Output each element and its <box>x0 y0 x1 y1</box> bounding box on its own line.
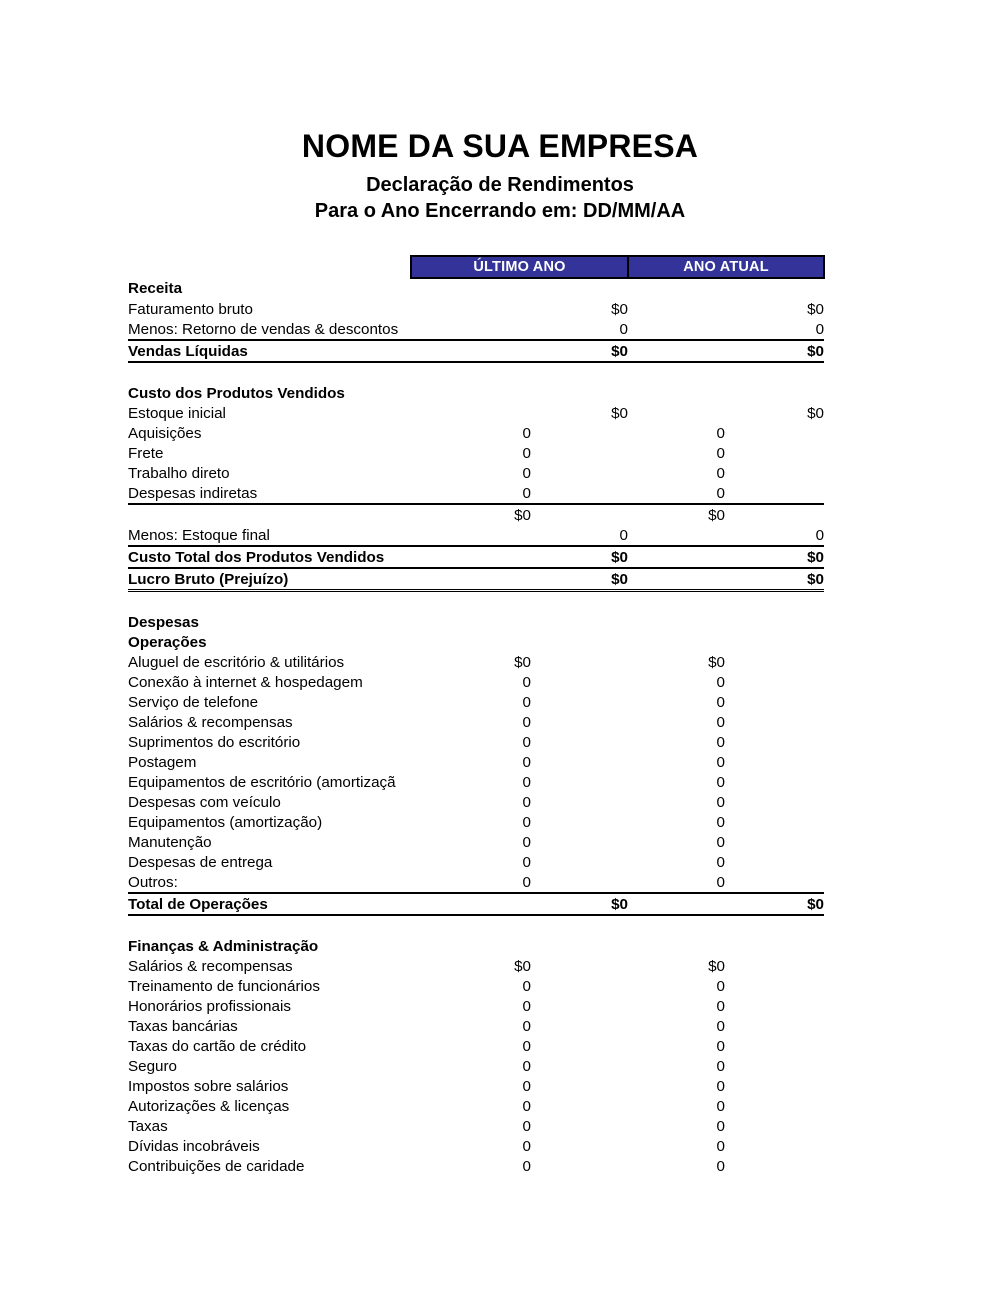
operations-heading: Operações <box>128 633 207 651</box>
total-value-last-year: $0 <box>531 340 628 362</box>
row-value-last-year: 0 <box>411 872 531 893</box>
row-value-last-year: 0 <box>522 673 531 691</box>
row-label: Manutenção <box>128 833 212 851</box>
subtotal-label <box>128 504 411 525</box>
table-row <box>128 319 824 340</box>
table-row <box>128 299 824 319</box>
row-value-last-year: $0 <box>514 653 531 671</box>
total-value-current-year: $0 <box>725 893 824 915</box>
row-label: Equipamentos de escritório (amortizaçã <box>128 773 396 791</box>
row-value-last-year: 0 <box>522 424 531 442</box>
table-row <box>128 732 824 752</box>
row-label: Frete <box>128 444 164 462</box>
table-row <box>128 832 824 852</box>
finance-admin-heading: Finanças & Administração <box>128 937 319 955</box>
row-value-current-year: 0 <box>716 753 725 771</box>
table-row <box>128 712 824 732</box>
table-row <box>128 463 824 483</box>
row-value-current-year: 0 <box>716 853 725 871</box>
row-value-last-year: $0 <box>611 404 628 422</box>
row-value-last-year: 0 <box>522 773 531 791</box>
row-label: Seguro <box>128 1057 177 1075</box>
row-value-current-year: 0 <box>716 1037 725 1055</box>
section-heading-expenses <box>128 612 824 632</box>
row-label: Serviço de telefone <box>128 693 259 711</box>
row-value-last-year: 0 <box>411 483 531 504</box>
total-label: Total de Operações <box>128 893 411 915</box>
row-value-last-year: 0 <box>522 1097 531 1115</box>
table-row <box>128 423 824 443</box>
document-header <box>0 0 1000 225</box>
row-label: Taxas bancárias <box>128 1017 238 1035</box>
expenses-heading: Despesas <box>128 613 199 631</box>
row-value-current-year: 0 <box>716 1117 725 1135</box>
row-value-last-year: $0 <box>611 300 628 318</box>
section-heading-cogs <box>128 383 824 403</box>
row-label: Suprimentos do escritório <box>128 733 301 751</box>
row-label: Dívidas incobráveis <box>128 1137 260 1155</box>
cogs-heading: Custo dos Produtos Vendidos <box>128 384 345 402</box>
statement-sheet <box>128 255 824 1176</box>
row-value-last-year: 0 <box>531 319 628 340</box>
table-row <box>128 652 824 672</box>
subtotal-value-last-year: $0 <box>514 506 531 524</box>
total-row-cogs <box>128 546 824 568</box>
row-label: Faturamento bruto <box>128 300 253 318</box>
row-label: Conexão à internet & hospedagem <box>128 673 363 691</box>
row-value-last-year: 0 <box>522 853 531 871</box>
column-header-row <box>128 256 824 278</box>
total-value-current-year: $0 <box>725 546 824 568</box>
total-value-current-year: $0 <box>725 340 824 362</box>
total-row-operations <box>128 893 824 915</box>
row-label: Honorários profissionais <box>128 997 291 1015</box>
row-label: Despesas de entrega <box>128 853 273 871</box>
table-row <box>128 1056 824 1076</box>
row-label: Taxas <box>128 1117 168 1135</box>
row-value-current-year: 0 <box>716 464 725 482</box>
table-row <box>128 1136 824 1156</box>
row-value-current-year: 0 <box>716 997 725 1015</box>
column-header-current-year: ANO ATUAL <box>628 256 824 278</box>
table-row <box>128 1096 824 1116</box>
subtotal-row-cogs-available <box>128 504 824 525</box>
row-label: Salários & recompensas <box>128 957 293 975</box>
row-value-last-year: 0 <box>522 693 531 711</box>
row-value-current-year: 0 <box>725 525 824 546</box>
table-row <box>128 672 824 692</box>
table-row <box>128 792 824 812</box>
table-row <box>128 812 824 832</box>
row-value-current-year: 0 <box>716 1157 725 1175</box>
row-label: Trabalho direto <box>128 464 230 482</box>
company-name-title: NOME DA SUA EMPRESA <box>301 128 699 164</box>
subtotal-value-current-year: $0 <box>708 506 725 524</box>
row-label: Menos: Retorno de vendas & descontos <box>128 319 411 340</box>
section-heading-revenue <box>128 278 824 299</box>
income-statement-table <box>128 255 825 1176</box>
row-label: Despesas indiretas <box>128 483 411 504</box>
row-value-last-year: 0 <box>522 753 531 771</box>
row-value-last-year: 0 <box>522 1117 531 1135</box>
table-row <box>128 483 824 504</box>
row-value-current-year: 0 <box>716 1017 725 1035</box>
row-value-last-year: 0 <box>522 1037 531 1055</box>
row-label: Postagem <box>128 753 197 771</box>
row-value-current-year: 0 <box>716 977 725 995</box>
row-value-current-year: 0 <box>716 1057 725 1075</box>
row-value-current-year: 0 <box>716 1077 725 1095</box>
total-row-gross-profit <box>128 568 824 591</box>
gross-profit-current-year: $0 <box>725 568 824 591</box>
row-value-current-year: $0 <box>708 653 725 671</box>
row-label: Impostos sobre salários <box>128 1077 289 1095</box>
row-value-last-year: 0 <box>522 1137 531 1155</box>
table-row <box>128 1016 824 1036</box>
row-value-current-year: 0 <box>716 673 725 691</box>
row-value-current-year: 0 <box>716 424 725 442</box>
row-value-last-year: 0 <box>522 813 531 831</box>
row-value-current-year: 0 <box>716 444 725 462</box>
row-label: Outros: <box>128 872 411 893</box>
subsection-heading-finance-admin <box>128 936 824 956</box>
row-value-last-year: 0 <box>522 1017 531 1035</box>
row-value-current-year: 0 <box>716 813 725 831</box>
row-value-current-year: 0 <box>628 872 725 893</box>
column-header-last-year: ÚLTIMO ANO <box>411 256 628 278</box>
gross-profit-last-year: $0 <box>531 568 628 591</box>
row-value-current-year: 0 <box>716 713 725 731</box>
table-row <box>128 1116 824 1136</box>
total-label: Vendas Líquidas <box>128 340 411 362</box>
row-value-current-year: $0 <box>708 957 725 975</box>
row-label: Menos: Estoque final <box>128 525 411 546</box>
total-label: Custo Total dos Produtos Vendidos <box>128 546 411 568</box>
document-subtitle: Declaração de Rendimentos <box>366 173 634 196</box>
row-label: Equipamentos (amortização) <box>128 813 323 831</box>
row-value-last-year: 0 <box>522 464 531 482</box>
row-value-last-year: $0 <box>514 957 531 975</box>
total-row-net-sales <box>128 340 824 362</box>
table-row <box>128 956 824 976</box>
table-row <box>128 1156 824 1176</box>
row-value-last-year: 0 <box>522 1157 531 1175</box>
table-row <box>128 872 824 893</box>
table-row <box>128 443 824 463</box>
row-label: Contribuições de caridade <box>128 1157 305 1175</box>
row-label: Aquisições <box>128 424 202 442</box>
gross-profit-label: Lucro Bruto (Prejuízo) <box>128 568 411 591</box>
row-label: Despesas com veículo <box>128 793 281 811</box>
row-value-last-year: 0 <box>522 977 531 995</box>
total-value-last-year: $0 <box>531 546 628 568</box>
row-value-current-year: 0 <box>716 1137 725 1155</box>
row-value-last-year: 0 <box>522 1077 531 1095</box>
table-row <box>128 692 824 712</box>
row-label: Treinamento de funcionários <box>128 977 320 995</box>
table-row <box>128 403 824 423</box>
spacer-row <box>128 915 824 936</box>
table-row <box>128 1076 824 1096</box>
row-value-last-year: 0 <box>522 997 531 1015</box>
total-value-last-year: $0 <box>531 893 628 915</box>
row-value-current-year: $0 <box>807 404 825 422</box>
spacer-row <box>128 362 824 383</box>
row-value-current-year: 0 <box>716 693 725 711</box>
header-spacer-cell <box>128 256 411 278</box>
subsection-heading-operations <box>128 632 824 652</box>
row-value-last-year: 0 <box>522 713 531 731</box>
row-value-current-year: 0 <box>716 733 725 751</box>
table-row <box>128 525 824 546</box>
row-value-last-year: 0 <box>522 793 531 811</box>
row-value-current-year: 0 <box>725 319 824 340</box>
revenue-heading: Receita <box>128 280 183 297</box>
row-label: Aluguel de escritório & utilitários <box>128 653 345 671</box>
row-value-current-year: 0 <box>716 793 725 811</box>
row-value-current-year: 0 <box>716 1097 725 1115</box>
row-label: Estoque inicial <box>128 404 226 422</box>
row-value-current-year: 0 <box>716 833 725 851</box>
row-value-last-year: 0 <box>522 444 531 462</box>
row-label: Taxas do cartão de crédito <box>128 1037 307 1055</box>
table-row <box>128 1036 824 1056</box>
row-value-last-year: 0 <box>531 525 628 546</box>
spacer-row <box>128 591 824 613</box>
table-row <box>128 852 824 872</box>
row-value-last-year: 0 <box>522 1057 531 1075</box>
table-row <box>128 752 824 772</box>
row-value-last-year: 0 <box>522 833 531 851</box>
table-row <box>128 772 824 792</box>
row-value-current-year: 0 <box>716 773 725 791</box>
table-row <box>128 996 824 1016</box>
row-value-current-year: 0 <box>628 483 725 504</box>
row-label: Autorizações & licenças <box>128 1097 290 1115</box>
table-row <box>128 976 824 996</box>
row-value-last-year: 0 <box>522 733 531 751</box>
document-period: Para o Ano Encerrando em: DD/MM/AA <box>314 200 686 223</box>
row-label: Salários & recompensas <box>128 713 293 731</box>
row-value-current-year: $0 <box>807 300 825 318</box>
